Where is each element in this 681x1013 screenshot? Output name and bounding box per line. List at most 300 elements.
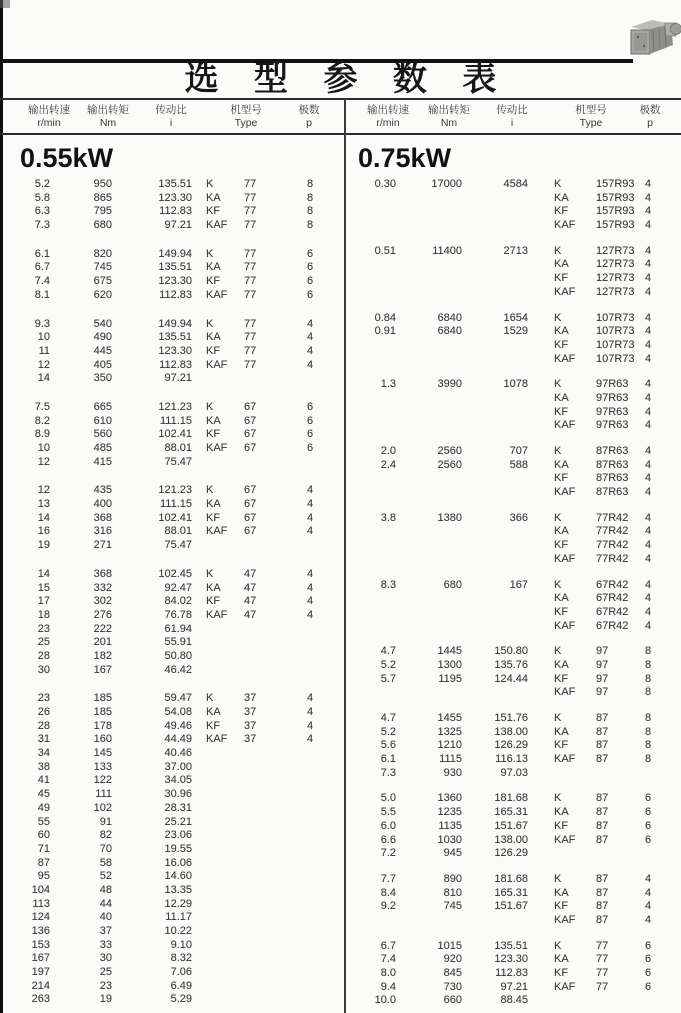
row-group <box>346 645 680 700</box>
header-cell <box>575 104 607 130</box>
cell-output-speed: 41 <box>37 774 50 787</box>
cell-type <box>198 512 298 526</box>
cell-ratio <box>466 914 530 928</box>
type-prefix: KAF <box>554 753 576 766</box>
cell-output-torque: 795 <box>93 205 112 218</box>
cell-output-speed <box>346 472 402 486</box>
cell-poles: 4 <box>644 352 652 365</box>
page-title: 选 型 参 数 表 <box>184 60 510 98</box>
table-row <box>8 442 342 456</box>
type-size: 67R42 <box>596 578 629 591</box>
cell-type <box>198 857 298 871</box>
cell-poles <box>298 774 322 788</box>
cell-output-speed: 71 <box>37 842 50 855</box>
table-row <box>346 192 680 206</box>
cell-ratio <box>466 472 530 486</box>
cell-output-speed: 1.3 <box>380 378 396 391</box>
header-cell <box>299 104 320 130</box>
type-size: 77R42 <box>596 525 629 538</box>
table-row <box>8 623 342 637</box>
cell-ratio: 76.78 <box>164 608 192 621</box>
cell-output-speed <box>346 419 402 433</box>
table-row <box>346 525 680 539</box>
cell-output-torque: 665 <box>93 400 112 413</box>
cell-poles: 8 <box>644 739 652 752</box>
header-label-zh: 输出转矩 <box>87 104 129 116</box>
cell-ratio <box>466 606 530 620</box>
cell-type <box>530 820 638 834</box>
row-groups <box>346 178 680 1008</box>
cell-ratio: 75.47 <box>164 455 192 468</box>
cell-output-torque: 23 <box>99 979 112 992</box>
type-prefix: KAF <box>554 219 576 232</box>
cell-output-speed: 6.7 <box>34 261 50 274</box>
cell-output-torque: 945 <box>443 847 462 860</box>
cell-output-torque <box>402 525 466 539</box>
section-0-55kw <box>8 142 342 1013</box>
cell-poles: 4 <box>644 458 652 471</box>
header-label-unit: r/min <box>376 117 400 129</box>
cell-ratio: 97.03 <box>500 766 528 779</box>
type-size: 87 <box>596 712 609 724</box>
type-prefix: KF <box>554 819 569 832</box>
cell-poles: 4 <box>306 733 314 746</box>
cell-ratio: 59.47 <box>164 692 192 705</box>
cell-ratio: 112.83 <box>159 288 192 301</box>
cell-type <box>198 205 298 219</box>
row-group <box>8 318 342 386</box>
cell-ratio <box>466 553 530 567</box>
table-row <box>8 331 342 345</box>
type-prefix: K <box>554 712 562 724</box>
cell-type <box>530 325 638 339</box>
cell-output-speed <box>346 192 402 206</box>
cell-type <box>198 289 298 303</box>
cell-type <box>198 816 298 830</box>
cell-type <box>530 392 638 406</box>
cell-type <box>530 645 638 659</box>
type-size: 87 <box>596 833 609 846</box>
cell-type <box>198 498 298 512</box>
type-prefix: KAF <box>206 288 228 301</box>
cell-output-speed: 5.2 <box>380 658 396 671</box>
cell-type <box>198 788 298 802</box>
cell-output-speed: 5.0 <box>380 792 396 805</box>
cell-poles <box>298 980 322 994</box>
header-cell <box>230 104 262 130</box>
type-size: 37 <box>244 706 257 718</box>
type-size: 77 <box>244 275 257 288</box>
cell-output-speed: 6.1 <box>34 247 50 260</box>
type-size: 87 <box>596 739 609 752</box>
cell-output-torque: 316 <box>93 525 112 538</box>
type-size: 67R42 <box>596 605 629 618</box>
cell-poles: 6 <box>306 400 314 413</box>
cell-output-torque <box>402 553 466 567</box>
cell-type <box>530 258 638 272</box>
table-row <box>346 272 680 286</box>
cell-type <box>530 353 638 367</box>
cell-output-speed <box>346 914 402 928</box>
type-size: 77 <box>244 317 257 330</box>
cell-output-torque <box>402 486 466 500</box>
cell-output-speed: 30 <box>37 663 50 676</box>
cell-output-torque: 58 <box>99 856 112 869</box>
cell-type <box>530 659 638 673</box>
cell-poles <box>298 664 322 678</box>
cell-poles: 4 <box>644 311 652 324</box>
cell-ratio <box>466 686 530 700</box>
cell-type <box>198 275 298 289</box>
type-size: 67R42 <box>596 619 629 632</box>
row-group <box>346 312 680 367</box>
cell-ratio: 13.35 <box>164 883 192 896</box>
table-row <box>8 192 342 206</box>
table-row <box>346 847 680 861</box>
row-group <box>346 579 680 634</box>
cell-output-torque: 201 <box>93 636 112 649</box>
power-heading: 0.55kW <box>20 143 114 173</box>
cell-ratio: 49.46 <box>164 719 192 732</box>
cell-poles: 8 <box>644 725 652 738</box>
type-prefix: K <box>206 567 214 580</box>
cell-type <box>530 272 638 286</box>
cell-type <box>198 829 298 843</box>
cell-output-speed <box>346 339 402 353</box>
header-cell <box>155 104 187 130</box>
table-row <box>8 595 342 609</box>
cell-ratio: 61.94 <box>164 622 192 635</box>
cell-poles: 6 <box>644 792 652 805</box>
table-row <box>346 967 680 981</box>
type-size: 87R63 <box>596 445 629 457</box>
table-row <box>346 392 680 406</box>
cell-ratio: 138.00 <box>494 833 528 846</box>
type-prefix: KA <box>554 391 569 404</box>
cell-output-speed: 10 <box>37 331 50 344</box>
cell-ratio <box>466 486 530 500</box>
cell-type <box>530 312 638 326</box>
cell-output-speed <box>346 686 402 700</box>
cell-type <box>198 870 298 884</box>
cell-output-torque <box>402 606 466 620</box>
cell-output-torque: 182 <box>93 649 112 662</box>
cell-type <box>530 419 638 433</box>
cell-output-torque: 415 <box>93 455 112 468</box>
cell-ratio: 149.94 <box>158 317 192 330</box>
table-row <box>8 636 342 650</box>
table-row <box>346 673 680 687</box>
type-size: 107R73 <box>596 352 635 365</box>
type-prefix: K <box>554 872 562 885</box>
type-size: 77 <box>244 191 257 204</box>
cell-ratio: 97.21 <box>164 372 192 385</box>
cell-type <box>198 761 298 775</box>
cell-ratio: 135.51 <box>158 178 192 190</box>
cell-type <box>530 887 638 901</box>
type-size: 87 <box>596 806 609 819</box>
cell-output-torque: 332 <box>93 581 112 594</box>
cell-type <box>198 428 298 442</box>
type-prefix: K <box>206 692 214 705</box>
cell-output-speed: 9.4 <box>380 980 396 993</box>
cell-ratio: 88.01 <box>164 525 192 538</box>
type-size: 127R73 <box>596 244 635 257</box>
table-row <box>346 659 680 673</box>
type-prefix: KF <box>554 900 569 913</box>
cell-type <box>198 802 298 816</box>
cell-output-speed: 19 <box>37 539 50 552</box>
cell-output-speed: 104 <box>31 883 50 896</box>
cell-output-torque: 19 <box>99 993 112 1006</box>
cell-output-torque: 1360 <box>437 792 462 805</box>
type-size: 77 <box>244 205 257 218</box>
cell-ratio: 7.06 <box>170 966 192 979</box>
table-row <box>346 914 680 928</box>
cell-ratio: 88.45 <box>500 994 528 1007</box>
cell-ratio: 135.51 <box>158 261 192 274</box>
cell-type <box>198 192 298 206</box>
cell-poles: 6 <box>644 806 652 819</box>
cell-output-speed: 7.3 <box>380 766 396 779</box>
table-row <box>8 539 342 553</box>
cell-type <box>198 345 298 359</box>
cell-type <box>530 205 638 219</box>
table-row <box>8 205 342 219</box>
header-label-unit: Nm <box>440 117 458 129</box>
cell-output-torque: 445 <box>93 344 112 357</box>
type-prefix: K <box>206 317 214 330</box>
header-rule-top <box>0 98 681 100</box>
type-size: 87R63 <box>596 472 629 485</box>
table-row <box>8 415 342 429</box>
cell-output-speed: 7.3 <box>34 219 50 232</box>
type-prefix: KAF <box>206 358 228 371</box>
table-row <box>8 428 342 442</box>
cell-output-torque <box>402 286 466 300</box>
cell-poles: 4 <box>644 486 652 499</box>
cell-ratio <box>466 272 530 286</box>
type-prefix: K <box>554 645 562 658</box>
type-prefix: KA <box>206 261 221 274</box>
type-prefix: KA <box>206 414 221 427</box>
cell-ratio: 102.41 <box>158 428 192 441</box>
cell-output-torque: 745 <box>93 261 112 274</box>
header-label-unit: i <box>510 117 514 129</box>
cell-poles <box>638 767 658 781</box>
type-size: 67 <box>244 442 257 454</box>
cell-output-speed: 55 <box>37 815 50 828</box>
table-row <box>8 747 342 761</box>
cell-output-speed: 9.3 <box>34 317 50 330</box>
cell-poles: 4 <box>306 608 314 621</box>
cell-ratio: 123.30 <box>494 953 528 966</box>
cell-type <box>198 884 298 898</box>
cell-output-torque: 48 <box>99 883 112 896</box>
table-row <box>346 981 680 995</box>
cell-output-torque: 2560 <box>437 458 462 471</box>
cell-type <box>198 595 298 609</box>
table-row <box>8 582 342 596</box>
cell-ratio: 165.31 <box>494 806 528 819</box>
cell-type <box>530 900 638 914</box>
cell-ratio: 126.29 <box>494 739 528 752</box>
type-prefix: KAF <box>554 352 576 365</box>
header-label-zh: 机型号 <box>230 104 262 116</box>
cell-type <box>530 726 638 740</box>
cell-output-torque: 540 <box>93 317 112 330</box>
cell-type <box>198 636 298 650</box>
type-size: 127R73 <box>596 258 635 271</box>
type-prefix: KF <box>206 595 221 608</box>
type-size: 77 <box>244 247 257 260</box>
cell-output-torque: 660 <box>443 994 462 1007</box>
cell-type <box>530 219 638 233</box>
type-size: 107R73 <box>596 311 635 324</box>
cell-output-speed: 4.7 <box>380 712 396 724</box>
cell-ratio <box>466 539 530 553</box>
cell-type <box>530 767 638 781</box>
cell-output-torque: 745 <box>443 900 462 913</box>
row-group <box>346 245 680 300</box>
table-row <box>346 994 680 1008</box>
table-row <box>346 686 680 700</box>
cell-ratio: 102.41 <box>158 511 192 524</box>
cell-output-speed: 5.5 <box>380 806 396 819</box>
cell-type <box>530 606 638 620</box>
type-size: 87 <box>596 792 609 805</box>
cell-type <box>198 623 298 637</box>
table-row <box>346 579 680 593</box>
cell-ratio: 2713 <box>503 244 528 257</box>
type-size: 97 <box>596 686 609 699</box>
cell-poles <box>638 847 658 861</box>
table-row <box>346 205 680 219</box>
cell-type <box>198 898 298 912</box>
type-size: 77 <box>244 344 257 357</box>
table-row <box>8 816 342 830</box>
table-row <box>8 898 342 912</box>
type-size: 77 <box>244 261 257 274</box>
cell-output-speed <box>346 392 402 406</box>
type-size: 97 <box>596 645 609 658</box>
cell-poles: 4 <box>644 178 652 190</box>
cell-output-torque: 102 <box>93 801 112 814</box>
cell-output-speed: 8.4 <box>380 886 396 899</box>
cell-ratio: 102.45 <box>158 567 192 580</box>
table-row <box>8 345 342 359</box>
type-prefix: KAF <box>554 980 576 993</box>
cell-output-torque: 6840 <box>437 325 462 338</box>
cell-type <box>530 967 638 981</box>
cell-output-speed <box>346 219 402 233</box>
cell-output-speed: 12 <box>37 358 50 371</box>
type-prefix: KAF <box>554 833 576 846</box>
row-group <box>8 401 342 469</box>
cell-ratio: 10.22 <box>164 925 192 937</box>
cell-type <box>530 192 638 206</box>
type-size: 77 <box>596 967 609 979</box>
cell-poles: 4 <box>644 552 652 565</box>
cell-output-speed: 8.9 <box>34 428 50 441</box>
cell-type <box>530 378 638 392</box>
header-label-unit: Type <box>579 117 603 129</box>
cell-ratio: 366 <box>509 511 528 524</box>
cell-output-speed <box>346 258 402 272</box>
type-prefix: KAF <box>206 525 228 538</box>
cell-output-torque: 25 <box>99 966 112 979</box>
type-prefix: K <box>554 178 562 190</box>
cell-type <box>530 834 638 848</box>
cell-output-torque: 133 <box>93 760 112 773</box>
cell-type <box>530 673 638 687</box>
cell-output-speed: 49 <box>37 801 50 814</box>
cell-output-speed <box>346 525 402 539</box>
cell-output-torque: 1030 <box>437 833 462 846</box>
cell-output-torque: 890 <box>443 872 462 885</box>
cell-ratio <box>466 258 530 272</box>
cell-output-speed: 10 <box>37 442 50 454</box>
cell-output-torque: 620 <box>93 288 112 301</box>
cell-ratio: 11.17 <box>165 911 192 924</box>
cell-poles <box>298 911 322 925</box>
type-prefix: KF <box>206 511 221 524</box>
cell-ratio: 54.08 <box>164 706 192 718</box>
scan-corner-smudge <box>0 0 10 8</box>
cell-output-speed: 23 <box>37 692 50 705</box>
table-row <box>346 620 680 634</box>
table-row <box>8 318 342 332</box>
cell-output-speed: 6.0 <box>380 819 396 832</box>
cell-output-speed <box>346 353 402 367</box>
type-prefix: K <box>554 578 562 591</box>
header-cell <box>640 104 661 130</box>
type-size: 157R93 <box>596 191 635 204</box>
cell-type <box>530 981 638 995</box>
cell-ratio: 84.02 <box>164 595 192 608</box>
type-size: 127R73 <box>596 272 635 285</box>
type-size: 67 <box>244 498 257 511</box>
type-prefix: KAF <box>554 686 576 699</box>
cell-output-torque: 845 <box>443 967 462 979</box>
table-row <box>346 178 680 192</box>
type-size: 47 <box>244 581 257 594</box>
cell-type <box>530 459 638 473</box>
cell-type <box>530 873 638 887</box>
cell-ratio: 97.21 <box>500 980 528 993</box>
cell-output-torque: 160 <box>93 733 112 746</box>
cell-ratio: 111.15 <box>159 414 192 427</box>
cell-type <box>530 553 638 567</box>
cell-ratio: 181.68 <box>494 792 528 805</box>
cell-output-speed: 6.7 <box>380 939 396 952</box>
table-row <box>8 720 342 734</box>
cell-poles: 8 <box>644 658 652 671</box>
cell-output-speed <box>346 620 402 634</box>
type-prefix: KF <box>554 672 569 685</box>
type-prefix: KA <box>554 325 569 338</box>
table-row <box>346 792 680 806</box>
cell-ratio: 151.67 <box>494 900 528 913</box>
cell-output-speed: 5.2 <box>380 725 396 738</box>
cell-ratio: 165.31 <box>494 886 528 899</box>
cell-ratio: 50.80 <box>164 649 192 662</box>
cell-ratio: 30.96 <box>164 788 192 801</box>
cell-output-speed: 45 <box>37 788 50 801</box>
type-prefix: K <box>554 378 562 391</box>
cell-output-torque: 70 <box>99 842 112 855</box>
cell-ratio: 25.21 <box>164 815 192 828</box>
